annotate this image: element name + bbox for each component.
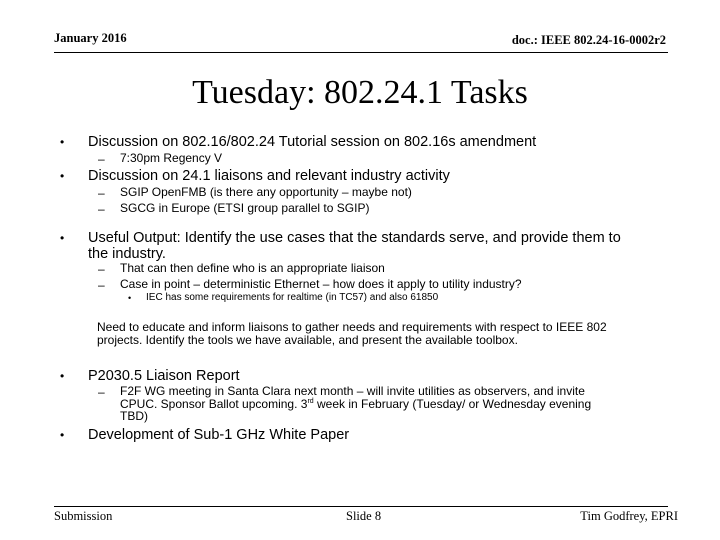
dash-marker: –	[98, 262, 105, 276]
note-paragraph-line1: Need to educate and inform liaisons to gather needs and requirements with respect to IEEE 802	[97, 320, 607, 334]
bullet-marker: •	[60, 428, 65, 442]
sub-bullet-liaison: That can then define who is an appropriate liaison	[120, 261, 385, 275]
dash-marker: –	[98, 202, 105, 216]
sub-bullet-regency: 7:30pm Regency V	[120, 151, 223, 165]
bullet-marker: •	[128, 293, 132, 303]
sub-bullet-deterministic-ethernet: Case in point – deterministic Ethernet – how does it apply to utility industry?	[120, 277, 522, 291]
bullet-white-paper: Development of Sub-1 GHz White Paper	[88, 427, 350, 443]
bullet-marker: •	[60, 135, 65, 149]
bullet-p2030-5: P2030.5 Liaison Report	[88, 368, 240, 384]
bullet-marker: •	[60, 169, 65, 183]
sub-bullet-f2f-line3: TBD)	[120, 409, 148, 423]
bullet-useful-output-line1: Useful Output: Identify the use cases that the standards serve, and provide them to	[88, 230, 621, 246]
sub-bullet-f2f-line2: CPUC. Sponsor Ballot upcoming. 3rd week in February (Tuesday/ or Wednesday evening	[120, 396, 592, 411]
note-paragraph-line2: projects. Identify the tools we have available, and present the available toolbox.	[97, 333, 518, 347]
footer-author: Tim Godfrey, EPRI	[580, 509, 678, 523]
header-doc-id: doc.: IEEE 802.24-16-0002r2	[511, 33, 666, 47]
bullet-marker: •	[60, 231, 65, 245]
note-paragraph	[97, 321, 677, 347]
header-date: January 2016	[54, 31, 127, 45]
sub-bullet-f2f-meeting	[120, 385, 680, 423]
bullet-useful-output	[88, 230, 688, 262]
dash-marker: –	[98, 385, 105, 399]
bullet-liaisons-discussion: Discussion on 24.1 liaisons and relevant industry activity	[88, 168, 450, 184]
footer-rule	[54, 506, 668, 507]
header-rule	[54, 52, 668, 53]
bullet-tutorial-discussion: Discussion on 802.16/802.24 Tutorial session on 802.16s amendment	[88, 134, 537, 150]
sub-bullet-sgcg: SGCG in Europe (ETSI group parallel to SGIP)	[120, 201, 370, 215]
footer-slide-number: Slide 8	[346, 509, 382, 523]
sub-bullet-sgip: SGIP OpenFMB (is there any opportunity – maybe not)	[120, 185, 412, 199]
sub-bullet-f2f-line1: F2F WG meeting in Santa Clara next month – will invite utilities as observers, and invite	[120, 384, 585, 398]
slide-title: Tuesday: 802.24.1 Tasks	[192, 74, 528, 111]
footer-submission: Submission	[54, 509, 113, 523]
dash-marker: –	[98, 152, 105, 166]
sub-sub-bullet-iec: IEC has some requirements for realtime (in TC57) and also 61850	[146, 292, 439, 303]
dash-marker: –	[98, 278, 105, 292]
bullet-useful-output-line2: the industry.	[88, 246, 166, 262]
bullet-marker: •	[60, 369, 65, 383]
dash-marker: –	[98, 186, 105, 200]
